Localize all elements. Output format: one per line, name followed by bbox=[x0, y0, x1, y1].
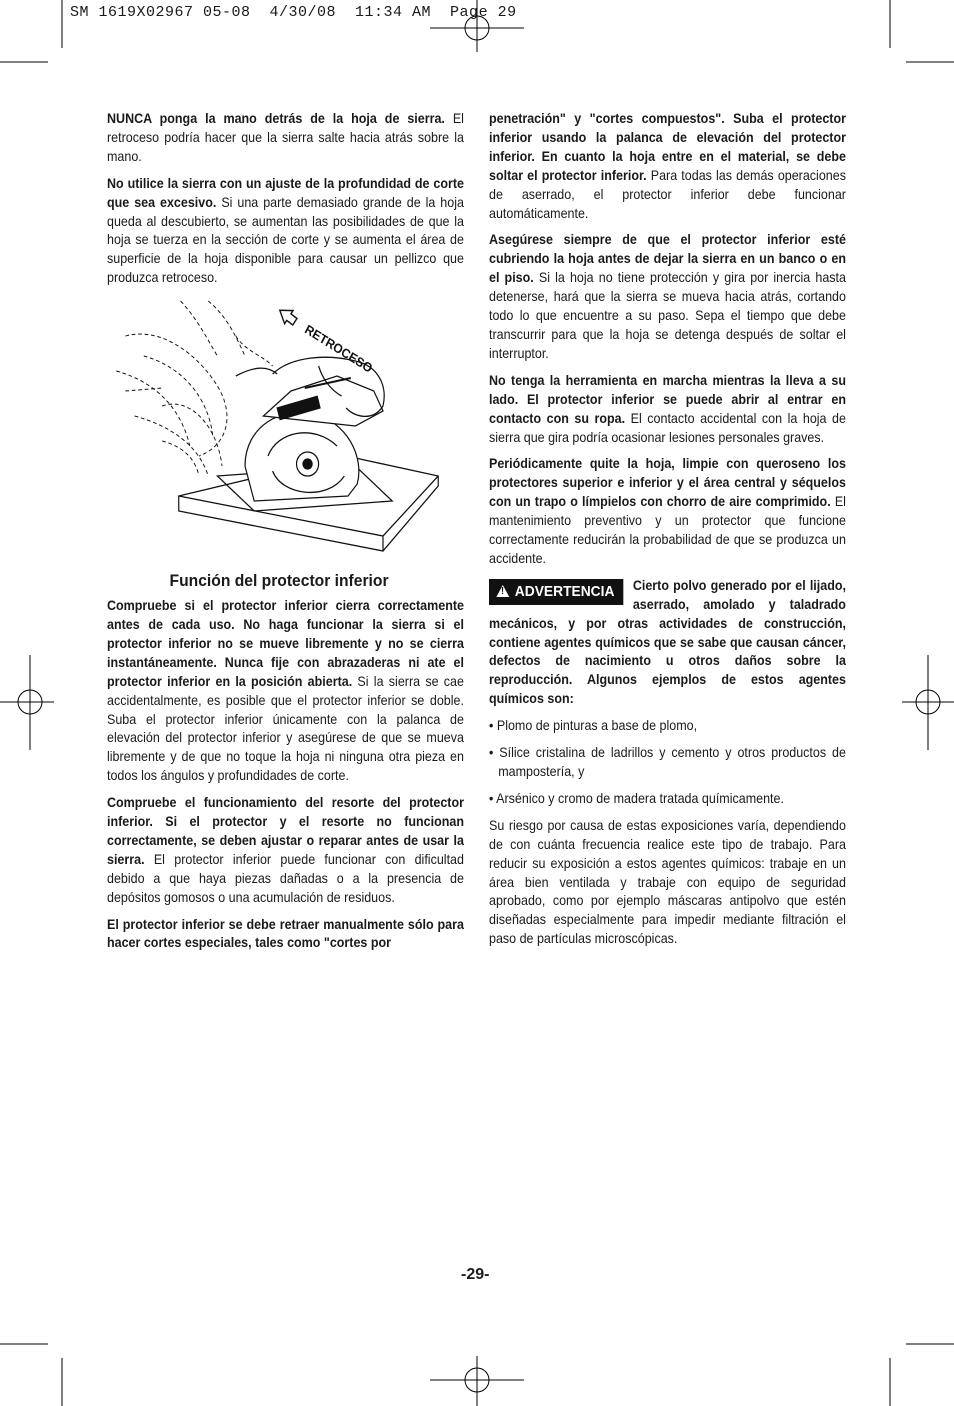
page-number: -29- bbox=[461, 1266, 490, 1283]
paragraph-compruebe-cierre: Compruebe si el protector inferior cierra correctamente antes de cada uso. No haga funcionar la sierra si el protector inferior no se mueve libremente y no se cierra instantáneamente. Nunca fije con abrazaderas ni ate el protector inferior en la posición abierta. Si la sierra se cae accidentalmente, es posible que el protector inferior se doble. Suba el protector inferior únicamente con la palanca de elevación del protector inferior y asegúrese de que se mueva libremente y de que no toque la hoja ni ninguna otra pieza en todos los ángulos y profundidades de corte. bbox=[107, 598, 464, 784]
warning-paragraph: ! ADVERTENCIA Cierto polvo generado por el lijado, aserrado, amolado y taladrado mecánicos, y por otras actividades de construcción, contiene agentes químicos que se sabe que causan cáncer, defectos de nacimiento u otros daños sobre la reproducción. Algunos ejemplos de estos agentes químicos son: bbox=[489, 577, 846, 707]
paragraph-no-tenga: No tenga la herramienta en marcha mientras la lleva a su lado. El protector inferior se puede abrir al entrar en contacto con su ropa. El contacto accidental con la hoja de sierra que gira podría ocasionar lesiones personales graves. bbox=[489, 372, 846, 445]
right-column bbox=[489, 110, 846, 957]
paragraph-resorte: Compruebe el funcionamiento del resorte del protector inferior. Si el protector y el resorte no funcionan correctamente, se deben ajustar o reparar antes de usar la sierra. El protector inferior puede funcionar con dificultad debido a que haya piezas dañadas o a la presencia de depósitos gomosos o una acumulación de residuos. bbox=[107, 795, 464, 905]
left-column bbox=[107, 110, 464, 961]
paragraph-retraer: El protector inferior se debe retraer manualmente sólo para hacer cortes especiales, tales como "cortes por bbox=[107, 916, 464, 951]
saw-kickback-drawing bbox=[107, 296, 464, 566]
section-title: Función del protector inferior bbox=[169, 571, 389, 591]
list-item: • Arsénico y cromo de madera tratada químicamente. bbox=[489, 790, 784, 806]
list-item: • Sílice cristalina de ladrillos y cemento y otros productos de mampostería, y bbox=[489, 745, 846, 779]
warning-triangle-icon: ! bbox=[496, 585, 509, 597]
list-item: • Plomo de pinturas a base de plomo, bbox=[489, 718, 698, 734]
paragraph-penetracion: penetración" y "cortes compuestos". Suba el protector inferior usando la palanca de elevación del protector inferior. En cuanto la hoja entre en el material, se debe soltar el protector inferior. Para todas las demás operaciones de aserrado, el protector inferior debe funcionar automáticamente. bbox=[489, 111, 846, 221]
chemical-list bbox=[489, 717, 846, 809]
paragraph-riesgo: Su riesgo por causa de estas exposiciones varía, dependiendo de con cuánta frecuencia realice este tipo de trabajo. Para reducir su exposición a estos agentes químicos: trabaje en un área bien ventilada y trabaje con equipo de seguridad aprobado, como por ejemplo máscaras antipolvo que estén diseñadas especialmente para impedir mediante filtración el paso de partículas microscópicas. bbox=[489, 817, 846, 947]
paragraph-asegurese: Asegúrese siempre de que el protector inferior esté cubriendo la hoja antes de dejar la sierra en un banco o en el piso. Si la hoja no tiene protección y gira por inercia hasta detenerse, hará que la sierra se mueva hacia atrás, cortando todo lo que encuentre a su paso. Sepa el tiempo que debe transcurrir para que la hoja se detenga después de soltar el interruptor. bbox=[489, 232, 846, 361]
warning-badge: ! ADVERTENCIA bbox=[489, 579, 624, 605]
paragraph-nunca: NUNCA ponga la mano detrás de la hoja de sierra. El retroceso podría hacer que la sierra salte hacia atrás sobre la mano. bbox=[107, 111, 464, 164]
print-header: SM 1619X02967 05-08 4/30/08 11:34 AM Page 29 bbox=[70, 4, 517, 21]
kickback-illustration bbox=[107, 296, 464, 566]
paragraph-periodicamente: Periódicamente quite la hoja, limpie con queroseno los protectores superior e inferior y el área central y séquelos con un trapo o límpielos con chorro de aire comprimido. El mantenimiento preventivo y un protector que funcione correctamente reducirán la probabilidad de que se produzca un accidente. bbox=[489, 456, 846, 566]
paragraph-profundidad: No utilice la sierra con un ajuste de la profundidad de corte que sea excesivo. Si una parte demasiado grande de la hoja queda al descubierto, se aumentan las posibilidades de que la hoja se tuerza en la sección de corte y se aumenta el área de superficie de la hoja disponible para causar un pellizco que produzca retroceso. bbox=[107, 175, 464, 286]
retroceso-label: RETROCESO bbox=[302, 322, 375, 377]
